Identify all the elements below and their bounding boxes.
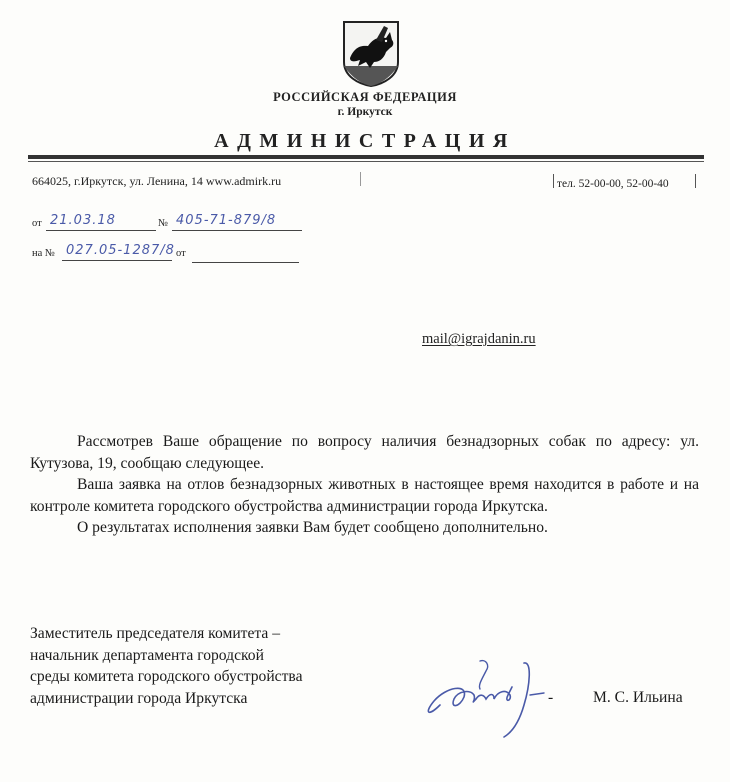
signer-position-line-4: администрации города Иркутска bbox=[30, 689, 248, 707]
authority-heading: АДМИНИСТРАЦИЯ bbox=[214, 130, 516, 152]
outgoing-date: 21.03.18 bbox=[50, 213, 116, 228]
signer-position-line-2: начальник департамента городской bbox=[30, 646, 264, 664]
number-label: № bbox=[158, 218, 169, 229]
header-divider-thin bbox=[28, 161, 704, 162]
number-underline bbox=[172, 230, 302, 231]
phone-line: тел. 52-00-00, 52-00-40 bbox=[557, 178, 669, 190]
country-heading: РОССИЙСКАЯ ФЕДЕРАЦИЯ bbox=[273, 90, 457, 104]
phone-separator-right bbox=[695, 174, 696, 188]
reply-to-underline bbox=[62, 260, 172, 261]
date-label: от bbox=[32, 218, 42, 229]
letter-body bbox=[30, 431, 699, 539]
address-separator bbox=[360, 172, 361, 186]
phone-separator-left bbox=[553, 174, 554, 188]
signer-position bbox=[30, 623, 303, 709]
reply-date-underline bbox=[192, 262, 299, 263]
coat-of-arms-icon bbox=[340, 18, 402, 88]
date-underline bbox=[46, 230, 156, 231]
recipient-email[interactable]: mail@igrajdanin.ru bbox=[422, 331, 536, 347]
signer-name: М. С. Ильина bbox=[593, 689, 683, 706]
address-line: 664025, г.Иркутск, ул. Ленина, 14 www.admirk.ru bbox=[32, 174, 282, 188]
signature-dash: - bbox=[548, 689, 554, 706]
header-divider-thick bbox=[28, 155, 704, 159]
signer-position-line-1: Заместитель председателя комитета – bbox=[30, 625, 281, 642]
signer-position-line-3: среды комитета городского обустройства bbox=[30, 668, 303, 685]
city-heading: г. Иркутск bbox=[337, 106, 393, 118]
body-paragraph-1: Рассмотрев Ваше обращение по вопросу наличия безнадзорных собак по адресу: ул. Кутузова, 19, сообщаю следующее. bbox=[30, 433, 699, 472]
outgoing-number: 405-71-879/8 bbox=[176, 213, 277, 228]
reply-to-number: 027.05-1287/8 bbox=[66, 243, 175, 258]
body-paragraph-2: Ваша заявка на отлов безнадзорных животных в настоящее время находится в работе и на контроле комитета городского обустройства администрации города Иркутска. bbox=[30, 476, 699, 515]
body-paragraph-3: О результатах исполнения заявки Вам будет сообщено дополнительно. bbox=[77, 519, 548, 536]
reply-to-label: на № bbox=[32, 248, 55, 259]
reply-date-label: от bbox=[176, 248, 186, 259]
